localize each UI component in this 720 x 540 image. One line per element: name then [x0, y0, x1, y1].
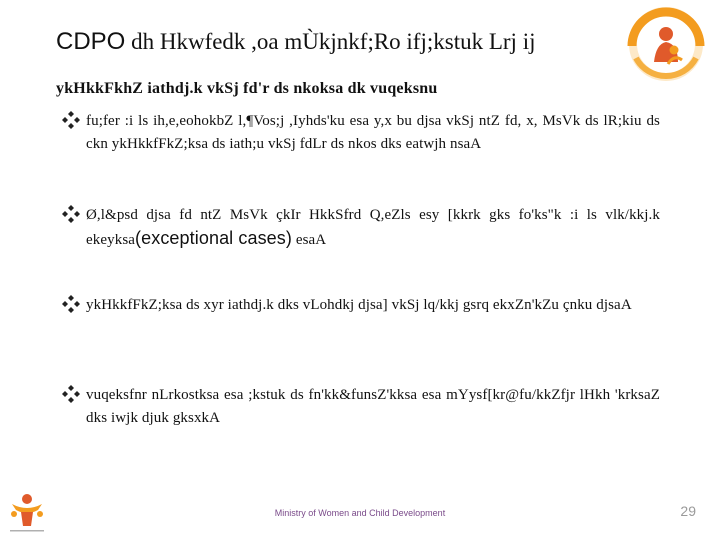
- title-lead: CDPO: [56, 28, 126, 55]
- footer-ministry: Ministry of Women and Child Development: [274, 508, 446, 518]
- diamond-bullet-icon: [56, 205, 86, 223]
- pmmvy-logo-icon: [616, 6, 714, 82]
- page-title: [56, 28, 576, 56]
- diamond-bullet-icon: [56, 111, 86, 129]
- diamond-bullet-icon: [56, 295, 86, 313]
- diamond-bullet-icon: [56, 385, 86, 403]
- bullet-text: vuqeksfnr nLrkostksa esa ;kstuk ds fn'kk&funsZ'kksa esa mYysf[kr@fu/kkZfjr lHkh 'krksaZ dks iwjk djuk gksxkA: [86, 387, 660, 426]
- bullet-item: [56, 204, 660, 252]
- bullet-item: [56, 384, 660, 430]
- page-number: 29: [680, 503, 696, 519]
- section-subtitle: ykHkkFkhZ iathdj.k vkSj fd'r ds nkoksa dk vuqeksnu: [56, 80, 438, 97]
- bullet-item: [56, 110, 660, 156]
- english-term: (exceptional cases): [135, 228, 292, 248]
- bullet-item: [56, 294, 660, 317]
- bullet-text: fu;fer :i ls ih,e,eohokbZ l,¶Vos;j ,Iyhds'ku esa y,x bu djsa vkSj ntZ fd, x, MsVk ds lR;kiu ds ckn ykHkkfFkZ;ksa ds iath;u vkSj fdLr ds nkos dks eatwjh nsaA: [86, 113, 660, 152]
- title-rest: dh Hkwfedk ,oa mÙkjnkf;Ro ifj;kstuk Lrj ij: [125, 29, 536, 54]
- bullet-text: Ø,l&psd djsa fd ntZ MsVk çkIr HkkSfrd Q,eZls esy [kkrk gks fo'ks"k :i ls vlk/kkj.k ekeyksa(exceptional cases) esaA: [86, 207, 660, 248]
- bullet-text: ykHkkfFkZ;ksa ds xyr iathdj.k dks vLohdkj djsa] vkSj lq/kkj gsrq ekxZn'kZu çnku djsaA: [86, 297, 632, 313]
